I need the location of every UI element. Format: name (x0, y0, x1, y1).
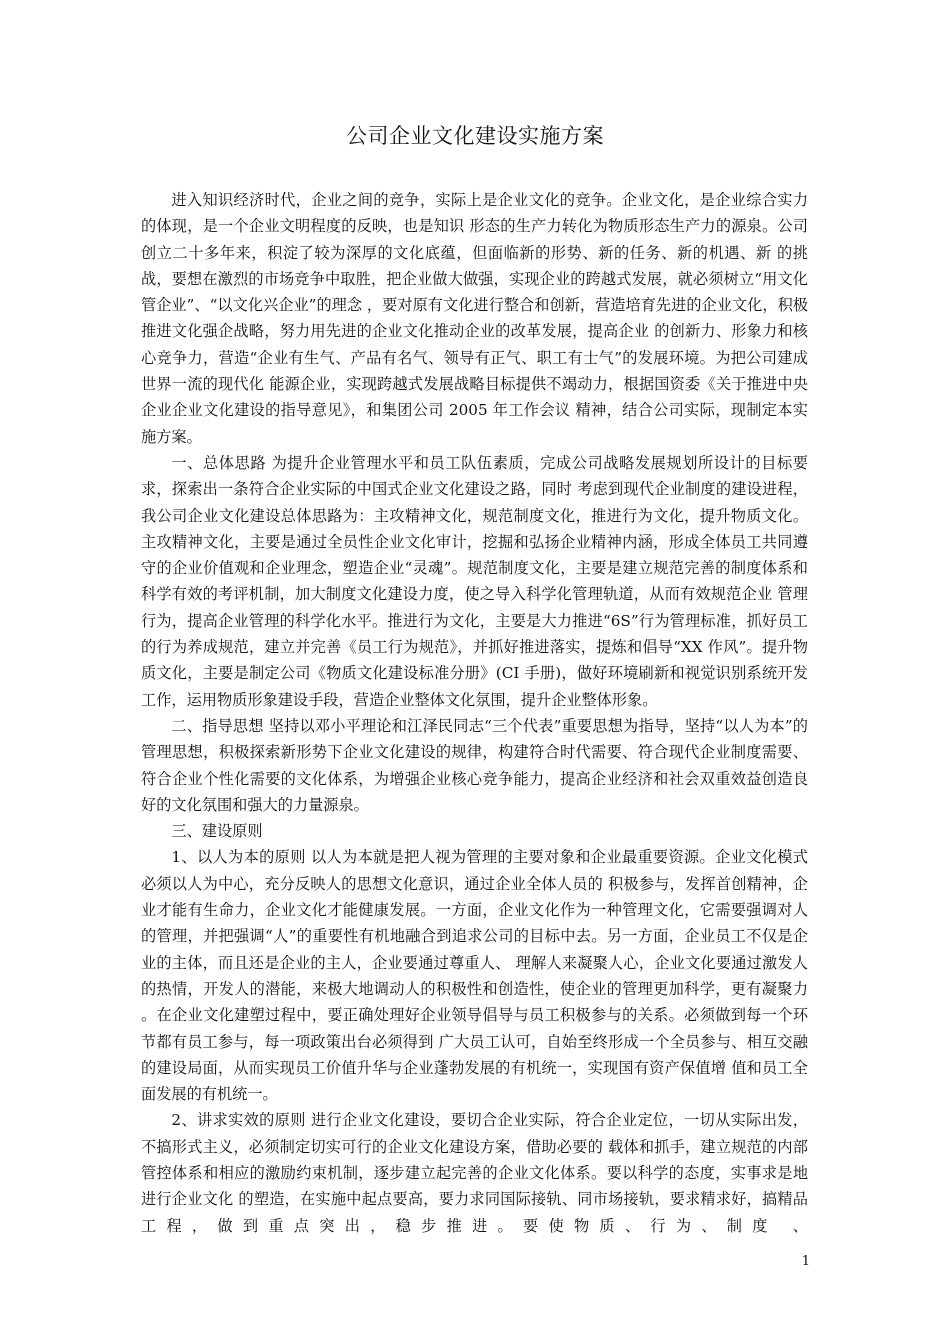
paragraph-guiding-ideology: 二、指导思想 坚持以邓小平理论和江泽民同志“三个代表”重要思想为指导，坚持“以人为本”的管理思想，积极探索新形势下企业文化建设的规律，构建符合时代需要、符合现代企业制度需要、符合企业个性化需要的文化体系，为增强企业核心竞争能力，提高企业经济和社会双重效益创造良好的文化氛围和强大的力量源泉。 (141, 716, 808, 814)
paragraph-overall-thinking: 一、总体思路 为提升企业管理水平和员工队伍素质，完成公司战略发展规划所设计的目标要求，探索出一条符合企业实际的中国式企业文化建设之路，同时 考虑到现代企业制度的建设进程，我公司企业文化建设总体思路为：主攻精神文化，规范制度文化，推进行为文化，提升物质文化。主攻精神文化，主要是通过全员性企业文化审计，挖掘和弘扬企业精神内涵，形成全体员工共同遵守的企业价值观和企业理念，塑造企业“灵魂”。规范制度文化，主要是建立规范完善的制度体系和科学有效的考评机制，加大制度文化建设力度，使之导入科学化管理轨道，从而有效规范企业 管理行为，提高企业管理的科学化水平。推进行为文化，主要是大力推进“6S”行为管理标准，抓好员工的行为养成规范，建立并完善《员工行为规范》，并抓好推进落实，提炼和倡导“XX 作风”。提升物质文化，主要是制定公司《物质文化建设标准分册》(CI 手册)，做好环境刷新和视觉识别系统开发工作，运用物质形象建设手段，营造企业整体文化氛围，提升企业整体形象。 (141, 453, 808, 709)
paragraph-people-oriented: 1、以人为本的原则 以人为本就是把人视为管理的主要对象和企业最重要资源。企业文化模式必须以人为中心，充分反映人的思想文化意识，通过企业全体人员的 积极参与，发挥首创精神，企业才能有生命力，企业文化才能健康发展。一方面，企业文化作为一种管理文化，它需要强调对人的管理，并把强调“人”的重要性有机地融合到追求公司的目标中去。另一方面，企业员工不仅是企业的主体，而且还是企业的主人，企业要通过尊重人、 理解人来凝聚人心，企业文化要通过激发人的热情，开发人的潜能，来极大地调动人的积极性和创造性，使企业的管理更加科学，更有凝聚力 。在企业文化建塑过程中，要正确处理好企业领导倡导与员工积极参与的关系。必须做到每一个环节都有员工参与，每一项政策出台必须得到 广大员工认可，自始至终形成一个全员参与、相互交融的建设局面，从而实现员工价值升华与企业蓬勃发展的有机统一，实现国有资产保值增 值和员工全面发展的有机统一。 (141, 848, 808, 1104)
page-number: 1 (801, 1254, 810, 1269)
document-title: 公司企业文化建设实施方案 (346, 124, 604, 148)
document-body (141, 187, 808, 1239)
section-heading-principles: 三、建设原则 (171, 822, 263, 841)
paragraph-practical-results: 2、讲求实效的原则 进行企业文化建设，要切合企业实际，符合企业定位，一切从实际出发，不搞形式主义，必须制定切实可行的企业文化建设方案，借助必要的 载体和抓手，建立规范的内部管控体系和相应的激励约束机制，逐步建立起完善的企业文化体系。要以科学的态度，实事求是地进行企业文化 的塑造，在实施中起点要高，要力求同国际接轨、同市场接轨，要求精求好，搞精品工程，做到重点突出，稳步推进。要使物质、行为、制度 、 (141, 1111, 808, 1235)
paragraph-intro: 进入知识经济时代，企业之间的竞争，实际上是企业文化的竞争。企业文化，是企业综合实力的体现，是一个企业文明程度的反映，也是知识 形态的生产力转化为物质形态生产力的源泉。公司创立二十多年来，积淀了较为深厚的文化底蕴，但面临新的形势、新的任务、新的机遇、新 的挑战，要想在激烈的市场竞争中取胜，把企业做大做强，实现企业的跨越式发展，就必须树立“用文化管企业”、“以文化兴企业”的理念 ，要对原有文化进行整合和创新，营造培育先进的企业文化，积极推进文化强企战略，努力用先进的企业文化推动企业的改革发展，提高企业 的创新力、形象力和核心竞争力，营造“企业有生气、产品有名气、领导有正气、职工有士气”的发展环境。为把公司建成世界一流的现代化 能源企业，实现跨越式发展战略目标提供不竭动力，根据国资委《关于推进中央企业企业文化建设的指导意见》，和集团公司 2005 年工作会议 精神，结合公司实际，现制定本实施方案。 (141, 191, 808, 446)
